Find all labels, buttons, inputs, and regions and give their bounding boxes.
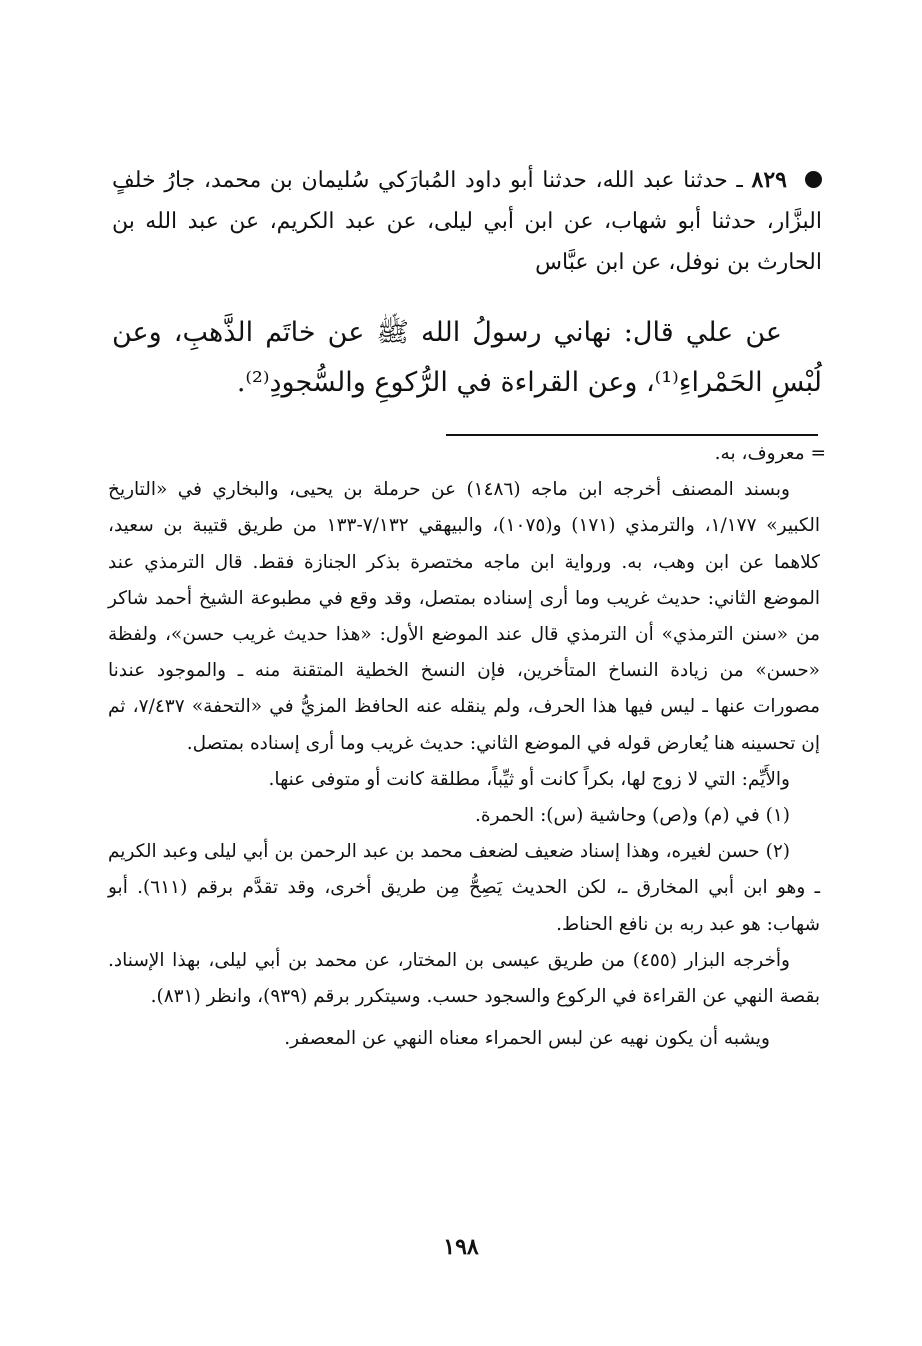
hadith-matn <box>112 308 822 408</box>
footnote-2: (٢) حسن لغيره، وهذا إسناد ضعيف لضعف محمد بن عبد الرحمن بن أبي ليلى وعبد الكريم ـ وهو ابن أبي المخارق ـ، لكن الحديث يَصِحُّ مِن طريق أخرى، وقد تقدَّم برقم (٦١١). أبو شهاب: هو عبد ربه بن نافع الحناط. <box>108 841 821 935</box>
footnote-continuation: = معروف، به. <box>714 443 826 464</box>
footnote-2-remark: ويشبه أن يكون نهيه عن لبس الحمراء معناه النهي عن المعصفر. <box>284 1028 770 1050</box>
isnad-text: ـ حدثنا عبد الله، حدثنا أبو داود المُبارَكي سُليمان بن محمد، جارُ خلفٍ البزَّار، حدثنا أبو شهاب، عن ابن أبي ليلى، عن عبد الكريم، عن عبد الله بن الحارث بن نوفل، عن ابن عبَّاس <box>112 168 822 275</box>
footnote-2-takhrij: وأخرجه البزار (٤٥٥) من طريق عيسى بن المختار، عن محمد بن أبي ليلى، بهذا الإسناد. بقصة النهي عن القراءة في الركوع والسجود حسب. وسيتكرر برقم (٩٣٩)، وانظر (٨٣١). <box>108 949 820 1008</box>
gloss-paragraph: والأَيِّم: التي لا زوج لها، بكراً كانت أو ثيِّباً، مطلقة كانت أو متوفى عنها. <box>268 768 790 790</box>
matn-text: عن علي قال: نهاني رسولُ الله ﷺ عن خاتَم الذَّهبِ، وعن لُبْسِ الحَمْراءِ⁽¹⁾، وعن القراءة في الرُّكوعِ والسُّجودِ⁽²⁾. <box>112 317 822 398</box>
footnote-1: (١) في (م) و(ص) وحاشية (س): الحمرة. <box>475 805 790 827</box>
hadith-number: ٨٢٩ <box>751 167 787 193</box>
page-number: ١٩٨ <box>443 1234 479 1260</box>
hadith-isnad <box>112 160 822 283</box>
bullet-icon <box>805 171 822 188</box>
footnotes <box>108 436 826 1057</box>
takhrij-paragraph: وبسند المصنف أخرجه ابن ماجه (١٤٨٦) عن حرملة بن يحيى، والبخاري في «التاريخ الكبير» ١/١٧٧، والترمذي (١٧١) و(١٠٧٥)، والبيهقي ٧/١٣٢-١٣٣ من طريق قتيبة بن سعيد، كلاهما عن ابن وهب، به. ورواية ابن ماجه مختصرة بذكر الجنازة فقط. قال الترمذي عند الموضع الثاني: حديث غريب وما أرى إسناده بمتصل، وقد وقع في مطبوعة الشيخ أحمد شاكر من «سنن الترمذي» أن الترمذي قال عند الموضع الأول: «هذا حديث غريب حسن»، ولفظة «حسن» من زيادة النساخ المتأخرين، فإن النسخ الخطية المتقنة منه ـ والموجود عندنا مصورات عنها ـ ليس فيها هذا الحرف، ولم ينقله عنه الحافظ المزيُّ في «التحفة» ٧/٤٣٧، ثم إن تحسينه هنا يُعارض قوله في الموضع الثاني: حديث غريب وما أرى إسناده بمتصل. <box>108 479 820 754</box>
